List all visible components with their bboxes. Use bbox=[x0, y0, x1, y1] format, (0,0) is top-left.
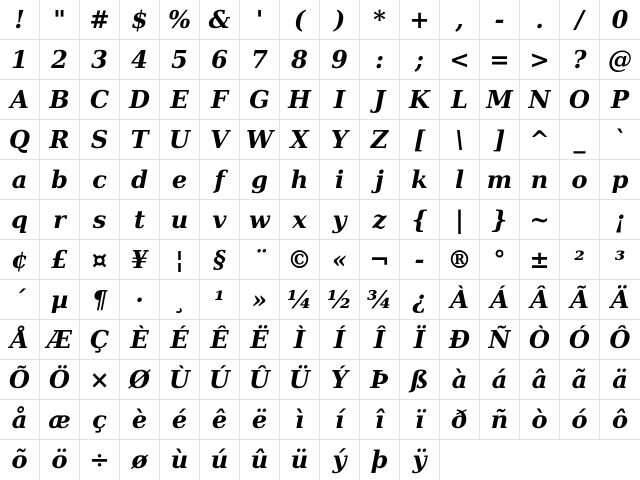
glyph-cell[interactable]: » bbox=[240, 280, 280, 320]
glyph-cell[interactable]: ± bbox=[520, 240, 560, 280]
glyph-row bbox=[0, 440, 640, 480]
glyph-cell[interactable]: æ bbox=[40, 400, 80, 440]
glyph-cell[interactable]: ¿ bbox=[400, 280, 440, 320]
glyph-cell[interactable]: § bbox=[200, 240, 240, 280]
glyph-cell[interactable]: Ý bbox=[320, 360, 360, 400]
glyph-cell[interactable]: H bbox=[280, 80, 320, 120]
glyph-cell[interactable]: Å bbox=[0, 320, 40, 360]
glyph-cell[interactable]: ¡ bbox=[600, 200, 640, 240]
glyph-cell[interactable]: 0 bbox=[600, 0, 640, 40]
glyph-cell[interactable]: ä bbox=[600, 360, 640, 400]
glyph-cell[interactable]: ½ bbox=[320, 280, 360, 320]
glyph-cell[interactable]: R bbox=[40, 120, 80, 160]
glyph-cell[interactable]: Ñ bbox=[480, 320, 520, 360]
glyph-cell[interactable]: 9 bbox=[320, 40, 360, 80]
glyph-cell[interactable]: S bbox=[80, 120, 120, 160]
glyph-cell[interactable]: ' bbox=[240, 0, 280, 40]
glyph-cell[interactable]: Ú bbox=[200, 360, 240, 400]
glyph-cell[interactable]: ÿ bbox=[400, 440, 440, 480]
glyph-cell[interactable]: Í bbox=[320, 320, 360, 360]
glyph-cell[interactable]: U bbox=[160, 120, 200, 160]
glyph-row bbox=[0, 160, 640, 200]
glyph-cell[interactable]: 1 bbox=[0, 40, 40, 80]
glyph-cell[interactable]: ) bbox=[320, 0, 360, 40]
glyph-row bbox=[0, 80, 640, 120]
glyph-cell[interactable]: ï bbox=[400, 400, 440, 440]
glyph-cell[interactable]: ® bbox=[440, 240, 480, 280]
glyph-cell[interactable]: ì bbox=[280, 400, 320, 440]
glyph-cell[interactable]: õ bbox=[0, 440, 40, 480]
glyph-cell[interactable]: z bbox=[360, 200, 400, 240]
glyph-cell[interactable]: Â bbox=[520, 280, 560, 320]
glyph-cell[interactable]: d bbox=[120, 160, 160, 200]
glyph-cell[interactable]: # bbox=[80, 0, 120, 40]
glyph-cell[interactable]: i bbox=[320, 160, 360, 200]
glyph-cell[interactable]: ú bbox=[200, 440, 240, 480]
glyph-cell[interactable]: 2 bbox=[40, 40, 80, 80]
glyph-cell[interactable]: É bbox=[160, 320, 200, 360]
glyph-cell[interactable]: ß bbox=[400, 360, 440, 400]
glyph-cell[interactable]: í bbox=[320, 400, 360, 440]
glyph-cell[interactable]: Ã bbox=[560, 280, 600, 320]
glyph-cell[interactable]: v bbox=[200, 200, 240, 240]
glyph-cell[interactable]: ¥ bbox=[120, 240, 160, 280]
glyph-cell[interactable]: [ bbox=[400, 120, 440, 160]
glyph-cell[interactable]: Ð bbox=[440, 320, 480, 360]
glyph-cell[interactable]: × bbox=[80, 360, 120, 400]
glyph-cell[interactable]: Ë bbox=[240, 320, 280, 360]
glyph-cell[interactable]: Ê bbox=[200, 320, 240, 360]
glyph-cell[interactable]: y bbox=[320, 200, 360, 240]
glyph-cell[interactable]: | bbox=[440, 200, 480, 240]
glyph-cell[interactable]: ~ bbox=[520, 200, 560, 240]
glyph-cell[interactable]: ¼ bbox=[280, 280, 320, 320]
glyph-cell[interactable]: s bbox=[80, 200, 120, 240]
glyph-cell[interactable]: Ó bbox=[560, 320, 600, 360]
glyph-cell[interactable]: ´ bbox=[0, 280, 40, 320]
glyph-cell[interactable]: Ô bbox=[600, 320, 640, 360]
glyph-cell[interactable]: é bbox=[160, 400, 200, 440]
glyph-cell[interactable]: ô bbox=[600, 400, 640, 440]
glyph-cell[interactable]: þ bbox=[360, 440, 400, 480]
glyph-cell[interactable]: p bbox=[600, 160, 640, 200]
glyph-cell[interactable]: a bbox=[0, 160, 40, 200]
glyph-cell[interactable]: Õ bbox=[0, 360, 40, 400]
glyph-cell[interactable]: ° bbox=[480, 240, 520, 280]
glyph-cell[interactable]: ¶ bbox=[80, 280, 120, 320]
glyph-cell[interactable]: g bbox=[240, 160, 280, 200]
glyph-cell[interactable]: ç bbox=[80, 400, 120, 440]
glyph-cell[interactable]: ê bbox=[200, 400, 240, 440]
glyph-cell[interactable]: o bbox=[560, 160, 600, 200]
glyph-cell[interactable]: È bbox=[120, 320, 160, 360]
glyph-row bbox=[0, 400, 640, 440]
glyph-cell[interactable]: ÷ bbox=[80, 440, 120, 480]
glyph-cell[interactable]: q bbox=[0, 200, 40, 240]
glyph-cell[interactable]: A bbox=[0, 80, 40, 120]
glyph-cell[interactable]: ¹ bbox=[200, 280, 240, 320]
glyph-cell[interactable]: ý bbox=[320, 440, 360, 480]
glyph-cell[interactable]: F bbox=[200, 80, 240, 120]
glyph-cell[interactable]: å bbox=[0, 400, 40, 440]
glyph-cell[interactable]: Ç bbox=[80, 320, 120, 360]
glyph-cell[interactable]: b bbox=[40, 160, 80, 200]
glyph-cell[interactable]: 4 bbox=[120, 40, 160, 80]
glyph-cell[interactable]: ò bbox=[520, 400, 560, 440]
glyph-cell[interactable]: D bbox=[120, 80, 160, 120]
glyph-cell[interactable]: < bbox=[440, 40, 480, 80]
glyph-cell[interactable]: C bbox=[80, 80, 120, 120]
glyph-cell[interactable]: ö bbox=[40, 440, 80, 480]
glyph-row bbox=[0, 280, 640, 320]
glyph-cell[interactable]: Ï bbox=[400, 320, 440, 360]
glyph-cell[interactable]: Á bbox=[480, 280, 520, 320]
glyph-row bbox=[0, 360, 640, 400]
glyph-cell[interactable]: ` bbox=[600, 120, 640, 160]
glyph-cell[interactable]: } bbox=[480, 200, 520, 240]
glyph-row bbox=[0, 240, 640, 280]
glyph-cell[interactable]: ð bbox=[440, 400, 480, 440]
glyph-cell[interactable]: ø bbox=[120, 440, 160, 480]
glyph-cell[interactable]: - bbox=[400, 240, 440, 280]
glyph-cell[interactable]: 8 bbox=[280, 40, 320, 80]
glyph-cell[interactable]: Ì bbox=[280, 320, 320, 360]
glyph-cell[interactable]: X bbox=[280, 120, 320, 160]
glyph-cell[interactable]: m bbox=[480, 160, 520, 200]
glyph-cell[interactable]: \ bbox=[440, 120, 480, 160]
glyph-cell[interactable]: c bbox=[80, 160, 120, 200]
glyph-cell[interactable]: â bbox=[520, 360, 560, 400]
glyph-cell[interactable]: 3 bbox=[80, 40, 120, 80]
glyph-cell[interactable]: ^ bbox=[520, 120, 560, 160]
glyph-cell[interactable]: : bbox=[360, 40, 400, 80]
glyph-cell[interactable]: ¸ bbox=[160, 280, 200, 320]
glyph-cell[interactable]: Ò bbox=[520, 320, 560, 360]
glyph-row bbox=[0, 120, 640, 160]
glyph-cell[interactable]: £ bbox=[40, 240, 80, 280]
glyph-cell[interactable]: ² bbox=[560, 240, 600, 280]
glyph-row bbox=[0, 320, 640, 360]
glyph-row bbox=[0, 40, 640, 80]
glyph-cell[interactable]: ¾ bbox=[360, 280, 400, 320]
glyph-cell[interactable]: { bbox=[400, 200, 440, 240]
glyph-cell[interactable]: Z bbox=[360, 120, 400, 160]
glyph-cell[interactable]: ü bbox=[280, 440, 320, 480]
glyph-cell-empty[interactable] bbox=[560, 200, 600, 240]
glyph-cell[interactable]: . bbox=[520, 0, 560, 40]
glyph-cell[interactable]: j bbox=[360, 160, 400, 200]
glyph-cell[interactable]: = bbox=[480, 40, 520, 80]
glyph-cell[interactable]: 7 bbox=[240, 40, 280, 80]
glyph-cell[interactable]: Y bbox=[320, 120, 360, 160]
glyph-cell[interactable]: Æ bbox=[40, 320, 80, 360]
glyph-cell[interactable]: û bbox=[240, 440, 280, 480]
empty-area bbox=[440, 440, 640, 480]
glyph-cell[interactable]: á bbox=[480, 360, 520, 400]
glyph-cell[interactable]: " bbox=[40, 0, 80, 40]
glyph-cell[interactable]: T bbox=[120, 120, 160, 160]
glyph-cell[interactable]: à bbox=[440, 360, 480, 400]
glyph-cell[interactable]: N bbox=[520, 80, 560, 120]
glyph-cell[interactable]: M bbox=[480, 80, 520, 120]
glyph-cell[interactable]: G bbox=[240, 80, 280, 120]
glyph-cell[interactable]: Q bbox=[0, 120, 40, 160]
glyph-cell[interactable]: Ø bbox=[120, 360, 160, 400]
glyph-cell[interactable]: K bbox=[400, 80, 440, 120]
glyph-row bbox=[0, 200, 640, 240]
glyph-cell[interactable]: ¢ bbox=[0, 240, 40, 280]
glyph-cell[interactable]: À bbox=[440, 280, 480, 320]
glyph-cell[interactable]: ù bbox=[160, 440, 200, 480]
glyph-cell[interactable]: E bbox=[160, 80, 200, 120]
glyph-cell[interactable]: P bbox=[600, 80, 640, 120]
glyph-cell[interactable]: ¤ bbox=[80, 240, 120, 280]
glyph-cell[interactable]: ã bbox=[560, 360, 600, 400]
glyph-cell[interactable]: @ bbox=[600, 40, 640, 80]
glyph-cell[interactable]: ! bbox=[0, 0, 40, 40]
glyph-cell[interactable]: ] bbox=[480, 120, 520, 160]
glyph-cell[interactable]: r bbox=[40, 200, 80, 240]
glyph-cell[interactable]: ¦ bbox=[160, 240, 200, 280]
glyph-cell[interactable]: L bbox=[440, 80, 480, 120]
glyph-cell[interactable]: t bbox=[120, 200, 160, 240]
glyph-cell[interactable]: ¬ bbox=[360, 240, 400, 280]
glyph-cell[interactable]: Ü bbox=[280, 360, 320, 400]
glyph-cell[interactable]: ( bbox=[280, 0, 320, 40]
glyph-cell[interactable]: ? bbox=[560, 40, 600, 80]
glyph-cell[interactable]: x bbox=[280, 200, 320, 240]
glyph-cell[interactable]: ñ bbox=[480, 400, 520, 440]
glyph-cell[interactable]: · bbox=[120, 280, 160, 320]
glyph-cell[interactable]: V bbox=[200, 120, 240, 160]
glyph-cell[interactable]: 5 bbox=[160, 40, 200, 80]
glyph-cell[interactable]: e bbox=[160, 160, 200, 200]
glyph-cell[interactable]: h bbox=[280, 160, 320, 200]
glyph-cell[interactable]: Î bbox=[360, 320, 400, 360]
glyph-cell[interactable]: J bbox=[360, 80, 400, 120]
glyph-cell[interactable]: * bbox=[360, 0, 400, 40]
glyph-cell[interactable]: µ bbox=[40, 280, 80, 320]
glyph-cell[interactable]: ³ bbox=[600, 240, 640, 280]
glyph-cell[interactable]: f bbox=[200, 160, 240, 200]
glyph-cell[interactable]: « bbox=[320, 240, 360, 280]
glyph-cell[interactable]: w bbox=[240, 200, 280, 240]
glyph-cell[interactable]: $ bbox=[120, 0, 160, 40]
glyph-cell[interactable]: 6 bbox=[200, 40, 240, 80]
glyph-cell[interactable]: I bbox=[320, 80, 360, 120]
glyph-cell[interactable]: n bbox=[520, 160, 560, 200]
glyph-cell[interactable]: ó bbox=[560, 400, 600, 440]
glyph-cell[interactable]: u bbox=[160, 200, 200, 240]
glyph-cell[interactable]: Þ bbox=[360, 360, 400, 400]
glyph-cell[interactable]: Ö bbox=[40, 360, 80, 400]
glyph-cell[interactable]: Ä bbox=[600, 280, 640, 320]
glyph-cell[interactable]: ; bbox=[400, 40, 440, 80]
glyph-cell[interactable]: î bbox=[360, 400, 400, 440]
glyph-cell[interactable]: l bbox=[440, 160, 480, 200]
glyph-cell[interactable]: O bbox=[560, 80, 600, 120]
glyph-cell[interactable]: & bbox=[200, 0, 240, 40]
glyph-cell[interactable]: > bbox=[520, 40, 560, 80]
glyph-cell[interactable]: _ bbox=[560, 120, 600, 160]
glyph-cell[interactable]: ë bbox=[240, 400, 280, 440]
glyph-row bbox=[0, 0, 640, 40]
glyph-cell[interactable]: , bbox=[440, 0, 480, 40]
glyph-cell[interactable]: W bbox=[240, 120, 280, 160]
glyph-cell[interactable]: - bbox=[480, 0, 520, 40]
glyph-cell[interactable]: Ù bbox=[160, 360, 200, 400]
glyph-cell[interactable]: è bbox=[120, 400, 160, 440]
glyph-cell[interactable]: B bbox=[40, 80, 80, 120]
glyph-cell[interactable]: ¨ bbox=[240, 240, 280, 280]
glyph-cell[interactable]: k bbox=[400, 160, 440, 200]
glyph-cell[interactable]: Û bbox=[240, 360, 280, 400]
glyph-cell[interactable]: + bbox=[400, 0, 440, 40]
glyph-cell[interactable]: % bbox=[160, 0, 200, 40]
glyph-cell[interactable]: / bbox=[560, 0, 600, 40]
glyph-cell[interactable]: © bbox=[280, 240, 320, 280]
